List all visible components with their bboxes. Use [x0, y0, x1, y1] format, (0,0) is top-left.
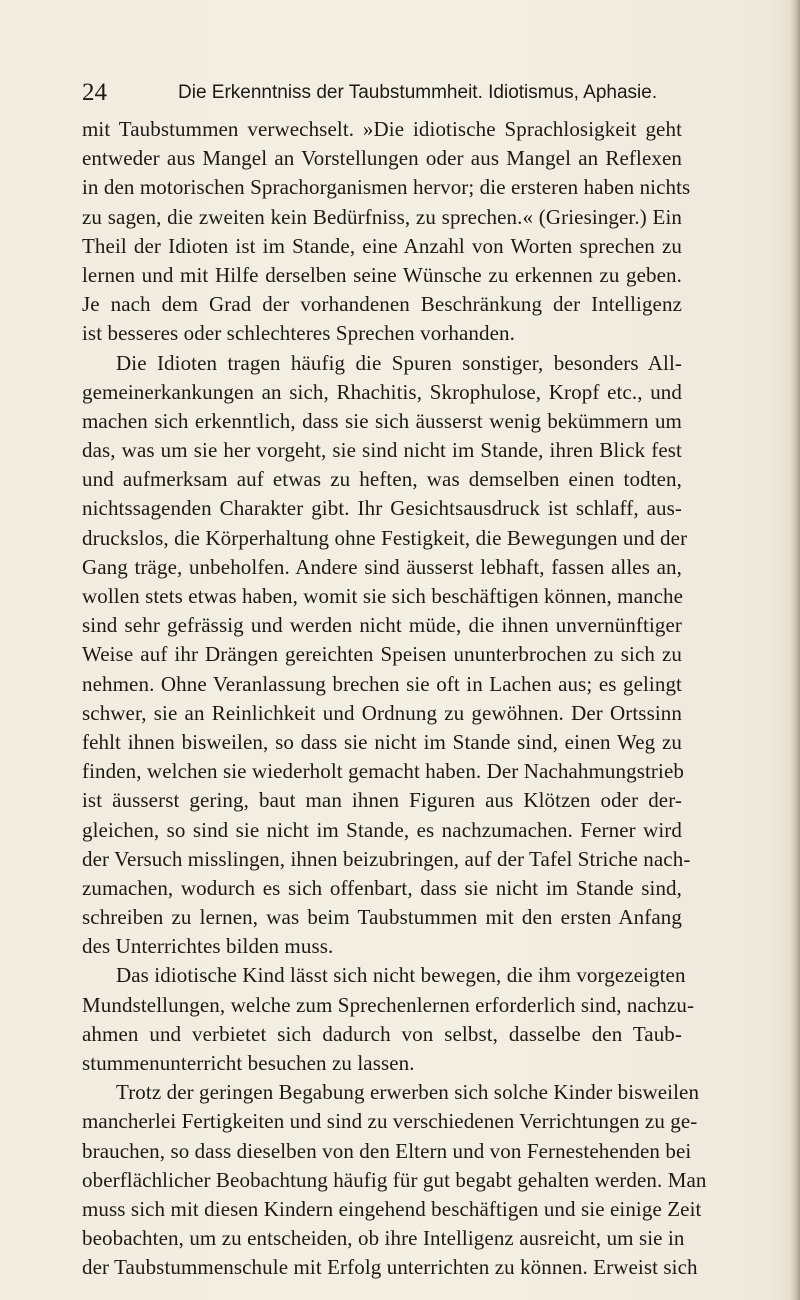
text-line: nichtssagenden Charakter gibt. Ihr Gesichtsausdruck ist schlaff, aus- [82, 496, 682, 521]
text-line: Weise auf ihr Drängen gereichten Speisen ununterbrochen zu sich zu [82, 642, 682, 667]
text-line: entweder aus Mangel an Vorstellungen oder aus Mangel an Reflexen [82, 146, 682, 171]
text-line: oberflächlicher Beobachtung häufig für gut begabt gehalten werden. Man [82, 1167, 707, 1192]
text-line: finden, welchen sie wiederholt gemacht haben. Der Nachahmungstrieb [82, 759, 684, 784]
text-line: druckslos, die Körperhaltung ohne Festigkeit, die Bewegungen und der [82, 525, 688, 550]
text-line: ahmen und verbietet sich dadurch von selbst, dasselbe den Taub- [82, 1021, 682, 1046]
text-line: in den motorischen Sprachorganismen hervor; die ersteren haben nichts [82, 175, 691, 200]
text-line: zu sagen, die zweiten kein Bedürfniss, zu sprechen.« (Griesinger.) Ein [82, 204, 682, 229]
text-line: mancherlei Fertigkeiten und sind zu verschiedenen Verrichtungen zu ge- [82, 1109, 698, 1134]
text-line: beobachten, um zu entscheiden, ob ihre Intelligenz ausreicht, um sie in [82, 1226, 685, 1251]
page-number: 24 [82, 79, 107, 106]
running-title: Die Erkenntniss der Taubstummheit. Idiotismus, Aphasie. [178, 82, 658, 103]
text-line: gemeinerkankungen an sich, Rhachitis, Skrophulose, Kropf etc., und [82, 379, 682, 404]
page-edge-shadow [790, 0, 800, 1300]
text-line: zumachen, wodurch es sich offenbart, dass sie nicht im Stande sind, [82, 875, 682, 900]
text-line: wollen stets etwas haben, womit sie sich beschäftigen können, manche [82, 584, 684, 608]
text-line: Trotz der geringen Begabung erwerben sich solche Kinder bisweilen [116, 1080, 700, 1105]
text-line: Theil der Idioten ist im Stande, eine Anzahl von Worten sprechen zu [82, 233, 682, 258]
text-line: Gang träge, unbeholfen. Andere sind äusserst lebhaft, fassen alles an, [82, 554, 682, 579]
text-line: muss sich mit diesen Kindern eingehend beschäftigen und sie einige Zeit [82, 1196, 702, 1221]
text-line: schwer, sie an Reinlichkeit und Ordnung zu gewöhnen. Der Ortssinn [82, 700, 682, 725]
text-line: der Versuch misslingen, ihnen beizubringen, auf der Tafel Striche nach- [82, 846, 691, 871]
text-line: brauchen, so dass dieselben von den Eltern und von Fernestehenden bei [82, 1138, 692, 1163]
text-line: stummenunterricht besuchen zu lassen. [82, 1051, 415, 1075]
page-header [82, 78, 682, 108]
text-line: Je nach dem Grad der vorhandenen Beschränkung der Intelligenz [82, 292, 682, 317]
text-line: das, was um sie her vorgeht, sie sind nicht im Stande, ihren Blick fest [82, 438, 682, 463]
text-line: Die Idioten tragen häufig die Spuren sonstiger, besonders All- [116, 350, 682, 375]
text-line: der Taubstummenschule mit Erfolg unterrichten zu können. Erweist sich [82, 1255, 698, 1280]
text-line: sind sehr gefrässig und werden nicht müde, die ihnen unvernünftiger [82, 613, 682, 638]
paragraph [82, 349, 691, 962]
text-line: ist besseres oder schlechteres Sprechen vorhanden. [82, 321, 516, 346]
text-line: lernen und mit Hilfe derselben seine Wünsche zu erkennen zu geben. [82, 262, 682, 287]
text-line: gleichen, so sind sie nicht im Stande, es nachzumachen. Ferner wird [82, 817, 682, 842]
text-line: mit Taubstummen verwechselt. »Die idiotische Sprachlosigkeit geht [82, 117, 682, 141]
paragraph [82, 115, 691, 349]
text-line: machen sich erkenntlich, dass sie sich äusserst wenig bekümmern um [82, 408, 682, 433]
paragraph [82, 1078, 707, 1282]
text-line: nehmen. Ohne Veranlassung brechen sie oft in Lachen aus; es gelingt [82, 671, 682, 696]
text-line: und aufmerksam auf etwas zu heften, was demselben einen todten, [82, 467, 682, 492]
text-line: Mundstellungen, welche zum Sprechenlernen erforderlich sind, nachzu- [82, 992, 695, 1017]
text-line: Das idiotische Kind lässt sich nicht bewegen, die ihm vorgezeigten [116, 963, 686, 988]
text-line: des Unterrichtes bilden muss. [82, 934, 334, 959]
paragraph [82, 961, 695, 1078]
text-line: ist äusserst gering, baut man ihnen Figuren aus Klötzen oder der- [82, 788, 682, 813]
body-text [82, 115, 707, 1283]
text-line: schreiben zu lernen, was beim Taubstummen mit den ersten Anfang [82, 905, 682, 930]
text-line: fehlt ihnen bisweilen, so dass sie nicht im Stande sind, einen Weg zu [82, 729, 682, 754]
